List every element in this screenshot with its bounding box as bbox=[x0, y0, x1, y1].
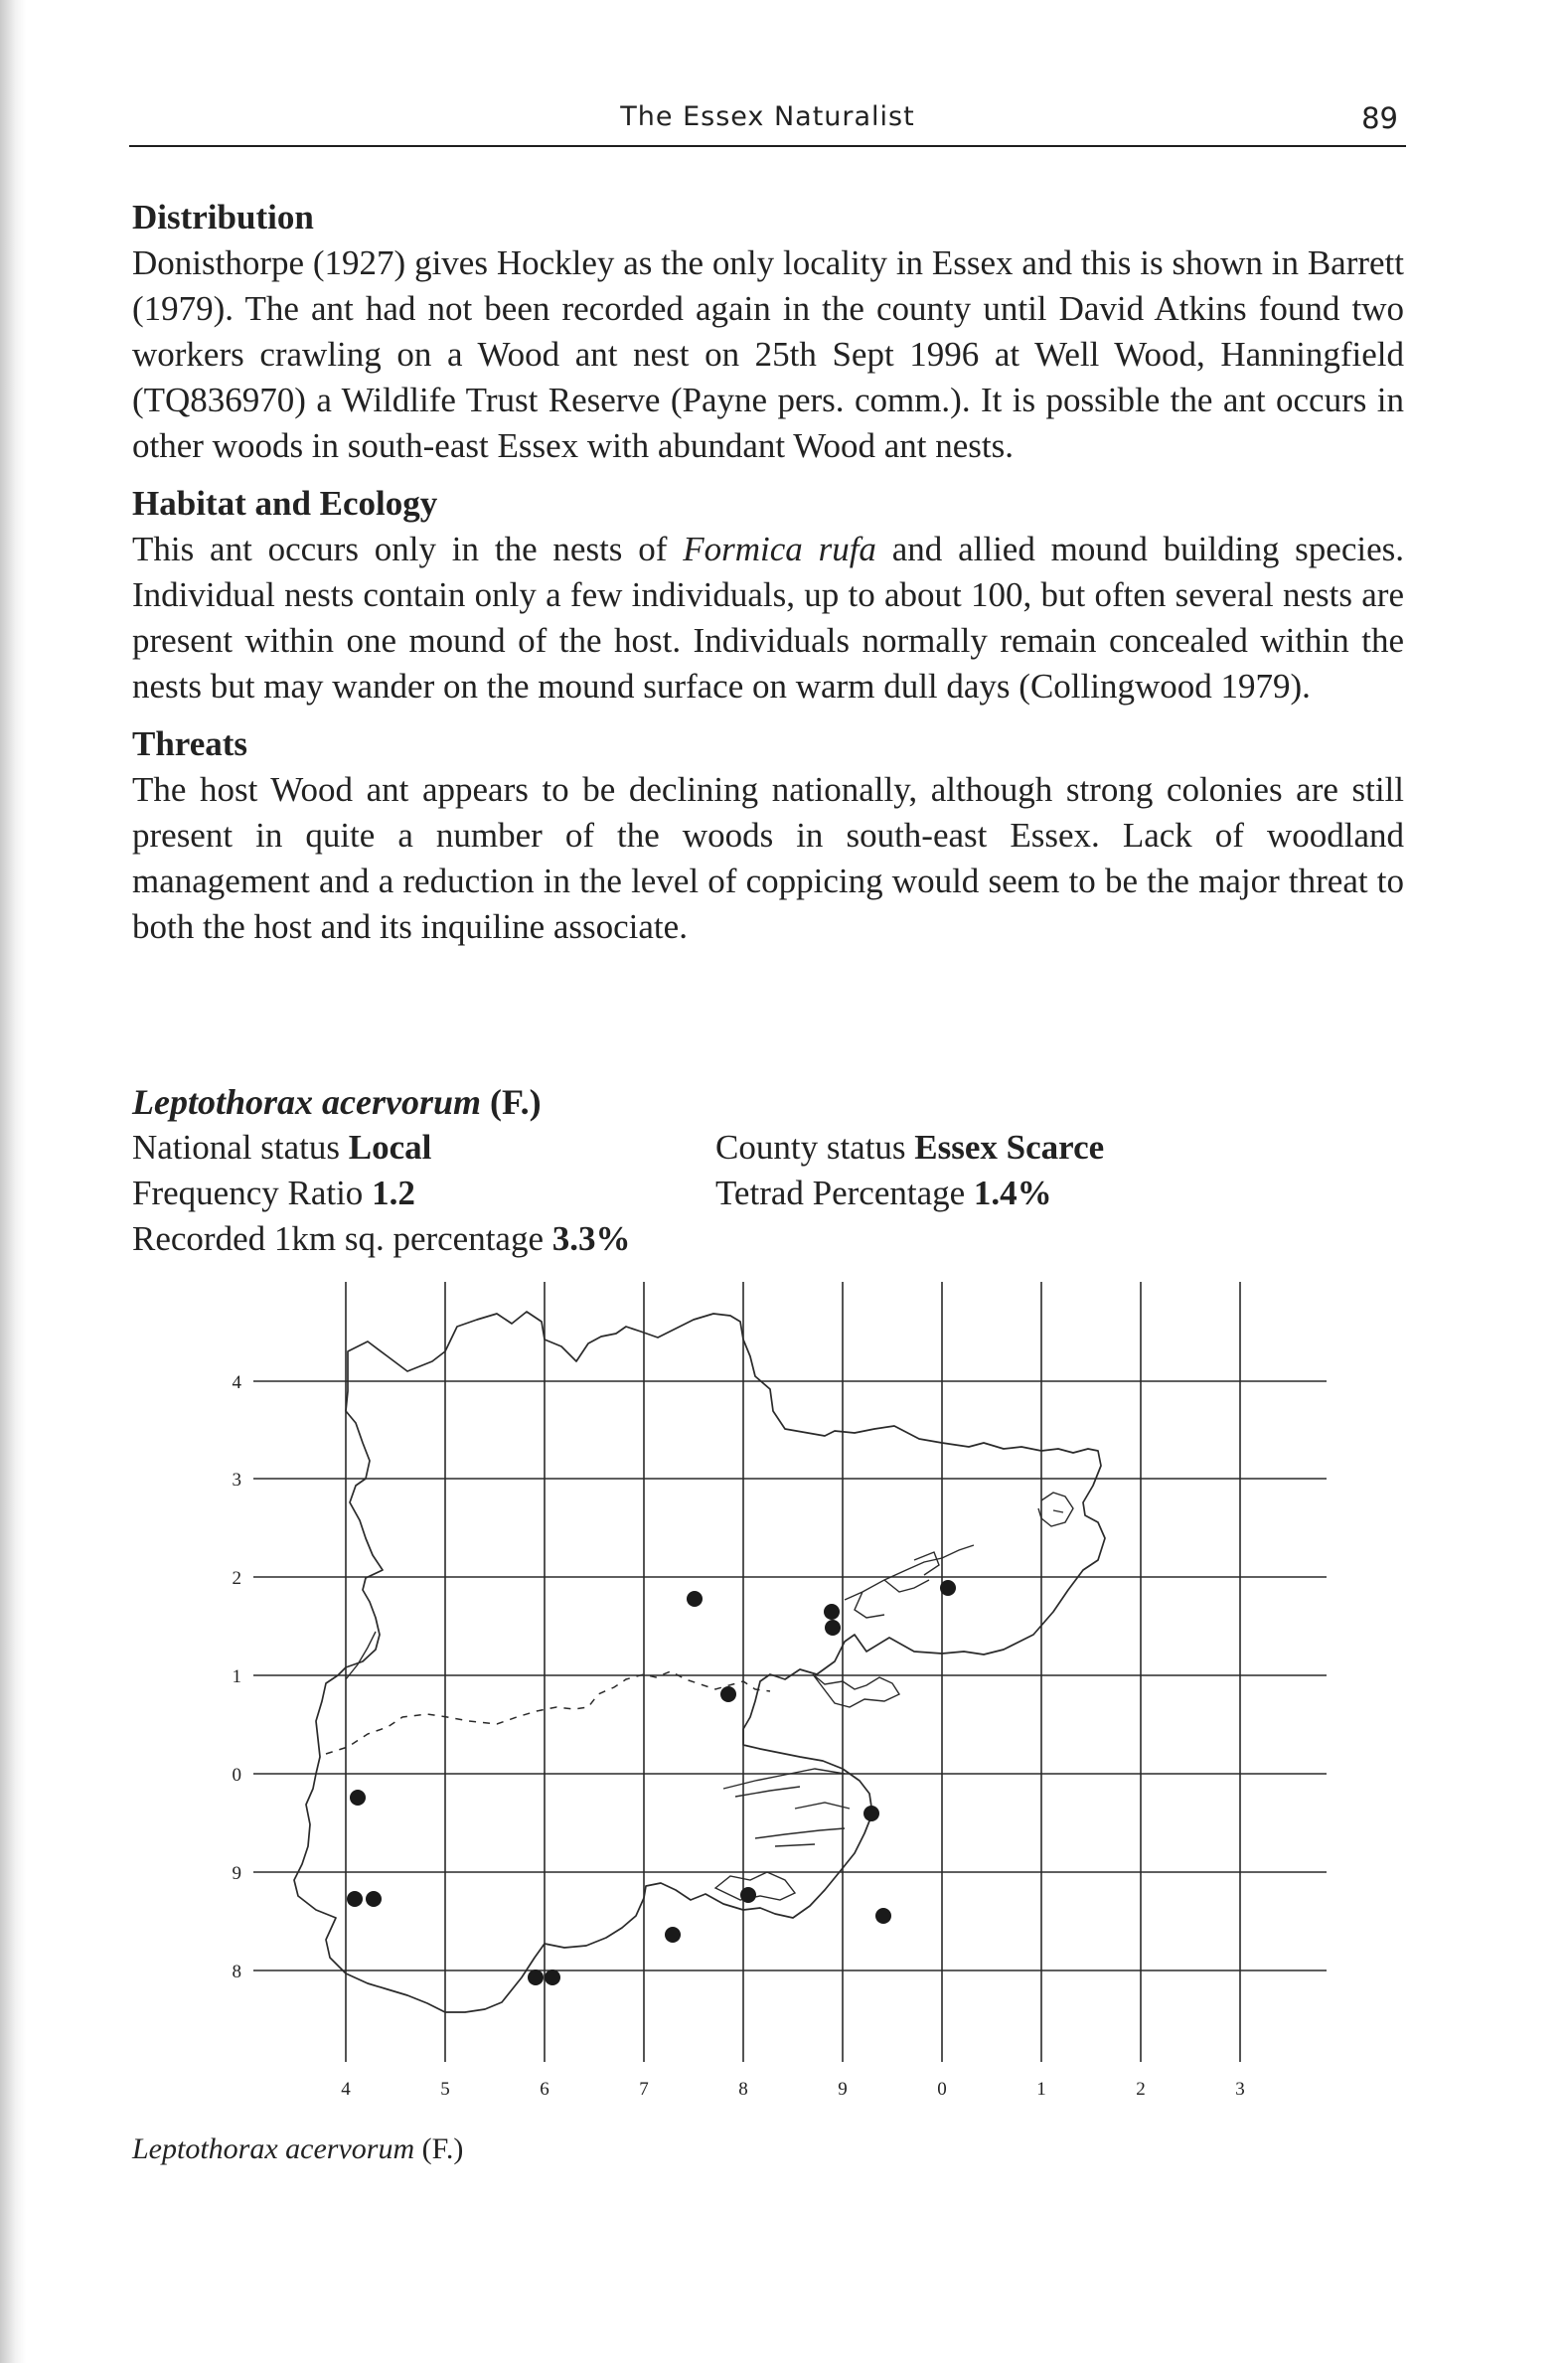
river-inlet bbox=[813, 1674, 899, 1707]
status-row-3 bbox=[132, 1216, 1404, 1262]
x-label: 9 bbox=[838, 2079, 848, 2100]
species-title bbox=[132, 1079, 1404, 1125]
x-label: 0 bbox=[937, 2079, 947, 2100]
county-status-value: Essex Scarce bbox=[914, 1128, 1105, 1167]
y-label: 8 bbox=[232, 1962, 241, 1982]
crouch-estuary bbox=[723, 1769, 850, 1846]
status-row-2 bbox=[132, 1171, 1404, 1216]
record-dot bbox=[347, 1891, 363, 1907]
national-status-label: National status bbox=[132, 1128, 340, 1167]
distribution-heading: Distribution bbox=[132, 198, 314, 236]
tetrad-percentage-label: Tetrad Percentage bbox=[715, 1174, 966, 1212]
x-label: 7 bbox=[639, 2079, 649, 2100]
recorded-percentage-label: Recorded 1km sq. percentage bbox=[132, 1219, 545, 1258]
record-dot bbox=[350, 1790, 366, 1806]
county-inner-boundary bbox=[346, 1632, 376, 1679]
distribution-paragraph: Donisthorpe (1927) gives Hockley as the only locality in Essex and this is shown in Barrett (1979). The ant had not been recorded again in the county until David Atkins found two workers crawling on a Wood ant nest on 25th Sept 1996 at Well Wood, Hanningfield (TQ836970) a Wildlife Trust Reserve (Payne pers. comm.). It is possible the ant occurs in other woods in south-east Essex with abundant Wood ant nests. bbox=[132, 243, 1404, 465]
record-dot bbox=[875, 1908, 891, 1924]
record-dot bbox=[824, 1604, 840, 1620]
record-dot bbox=[720, 1686, 736, 1702]
y-label: 2 bbox=[232, 1568, 241, 1589]
habitat-text-end: and allied mound building species. Individual nests contain only a few individuals, up to about 100, but often several nests are present within one mound of the host. Individuals normally remain concealed within the nests but may wander on the mound surface on warm dull days (Collingwood 1979). bbox=[132, 530, 1404, 706]
record-dot bbox=[687, 1591, 703, 1607]
x-label: 4 bbox=[341, 2079, 351, 2100]
distribution-map bbox=[199, 1272, 1341, 2127]
x-label: 6 bbox=[540, 2079, 549, 2100]
map-caption bbox=[132, 2132, 463, 2166]
species-account bbox=[132, 1079, 1404, 1262]
host-species-name: Formica rufa bbox=[683, 530, 876, 568]
y-label: 4 bbox=[232, 1372, 241, 1393]
species-name: Leptothorax acervorum bbox=[132, 1082, 481, 1122]
frequency-ratio-label: Frequency Ratio bbox=[132, 1174, 364, 1212]
record-dot bbox=[825, 1620, 841, 1636]
x-label: 2 bbox=[1136, 2079, 1146, 2100]
y-label: 3 bbox=[232, 1470, 241, 1491]
habitat-paragraph bbox=[132, 527, 1404, 709]
journal-title: The Essex Naturalist bbox=[620, 101, 915, 132]
page-number: 89 bbox=[1361, 101, 1398, 135]
record-dot bbox=[665, 1927, 681, 1943]
tetrad-percentage-value: 1.4% bbox=[973, 1174, 1052, 1212]
frequency-ratio bbox=[132, 1171, 415, 1216]
record-dot bbox=[863, 1806, 879, 1821]
habitat-text-start: This ant occurs only in the nests of bbox=[132, 530, 684, 568]
caption-species-name: Leptothorax acervorum bbox=[132, 2132, 415, 2165]
record-dots bbox=[347, 1580, 956, 1985]
recorded-percentage bbox=[132, 1216, 631, 1262]
tetrad-percentage bbox=[715, 1171, 1052, 1216]
blackwater-estuary bbox=[845, 1545, 974, 1618]
y-label: 9 bbox=[232, 1863, 241, 1884]
county-status bbox=[715, 1125, 1104, 1171]
article-text bbox=[132, 195, 1404, 962]
map-grid bbox=[253, 1282, 1327, 2062]
x-label: 5 bbox=[440, 2079, 450, 2100]
metropolitan-boundary bbox=[326, 1671, 770, 1754]
y-label: 1 bbox=[232, 1666, 241, 1687]
caption-species-author: (F.) bbox=[421, 2132, 464, 2165]
running-header bbox=[129, 97, 1406, 147]
species-author: (F.) bbox=[489, 1082, 542, 1122]
x-label: 3 bbox=[1235, 2079, 1245, 2100]
record-dot bbox=[740, 1887, 756, 1903]
record-dot bbox=[528, 1969, 544, 1985]
record-dot bbox=[366, 1891, 382, 1907]
colne-estuary bbox=[1038, 1493, 1073, 1526]
threats-paragraph: The host Wood ant appears to be declining nationally, although strong colonies are still present in quite a number of the woods in south-east Essex. Lack of woodland management and a reduction in the level of coppicing would seem to be the major threat to both the host and its inquiline associate. bbox=[132, 770, 1404, 946]
county-status-label: County status bbox=[715, 1128, 906, 1167]
y-axis-labels bbox=[233, 1372, 242, 1982]
essex-map-svg bbox=[199, 1272, 1341, 2127]
page-spine-shadow bbox=[0, 0, 26, 2363]
threats-heading: Threats bbox=[132, 724, 248, 763]
x-label: 1 bbox=[1036, 2079, 1046, 2100]
national-status-value: Local bbox=[348, 1128, 432, 1167]
status-row-1 bbox=[132, 1125, 1404, 1171]
record-dot bbox=[545, 1969, 560, 1985]
y-label: 0 bbox=[232, 1765, 241, 1786]
recorded-percentage-value: 3.3% bbox=[551, 1219, 631, 1258]
record-dot bbox=[940, 1580, 956, 1596]
national-status bbox=[132, 1125, 431, 1171]
habitat-heading: Habitat and Ecology bbox=[132, 484, 438, 523]
x-axis-labels bbox=[341, 2079, 1245, 2100]
county-boundary bbox=[294, 1312, 1105, 2012]
frequency-ratio-value: 1.2 bbox=[372, 1174, 415, 1212]
x-label: 8 bbox=[738, 2079, 748, 2100]
